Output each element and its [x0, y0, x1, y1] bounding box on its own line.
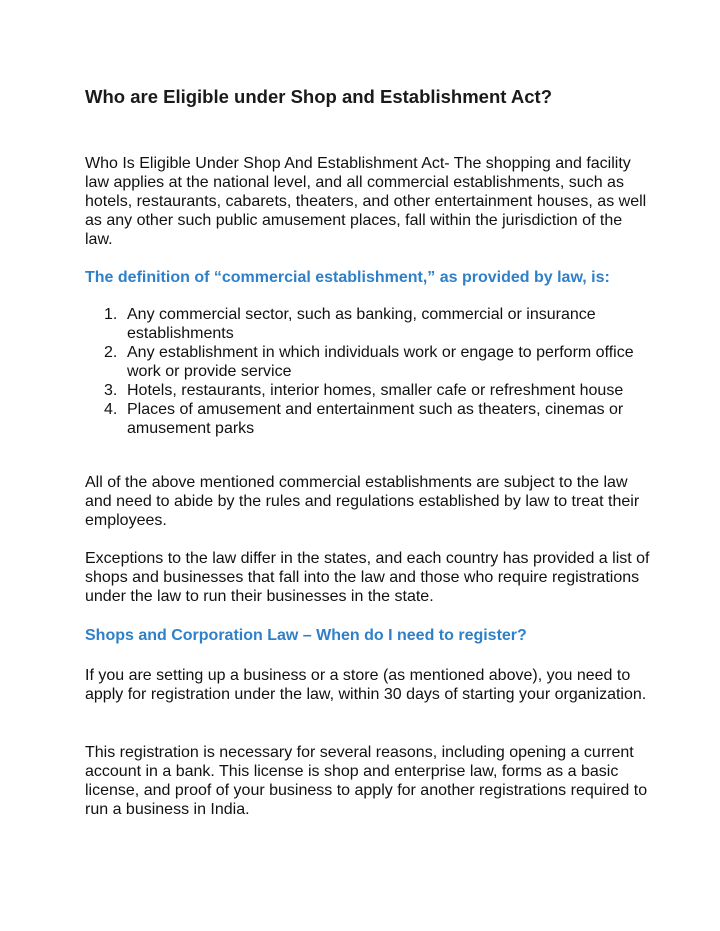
list-item-number: 3. — [104, 382, 118, 399]
intro-paragraph: Who Is Eligible Under Shop And Establishment Act- The shopping and facility law applies at the national level, and all commercial establishments, such as hotels, restaurants, cabarets, theaters, and other entertainment houses, as well as any other such public amusement places, fall within the jurisdiction of the law. — [85, 155, 647, 248]
register-heading: Shops and Corporation Law – When do I need to register? — [85, 627, 527, 644]
list-item — [85, 305, 650, 343]
list-item-text: Any establishment in which individuals work or engage to perform office work or provide service — [127, 344, 634, 380]
definition-list — [85, 305, 650, 438]
necessary-paragraph: This registration is necessary for several reasons, including opening a current account in a bank. This license is shop and enterprise law, forms as a basic license, and proof of your business to apply for another registrations required to run a business in India. — [85, 744, 648, 818]
exceptions-paragraph: Exceptions to the law differ in the states, and each country has provided a list of shops and businesses that fall into the law and those who require registrations under the law to run their businesses in the state. — [85, 550, 650, 605]
list-item-text: Places of amusement and entertainment such as theaters, cinemas or amusement parks — [127, 401, 624, 437]
list-item-number: 2. — [104, 344, 118, 361]
list-item-text: Any commercial sector, such as banking, commercial or insurance establishments — [127, 306, 596, 342]
list-item — [85, 381, 650, 400]
register-paragraph: If you are setting up a business or a store (as mentioned above), you need to apply for registration under the law, within 30 days of starting your organization. — [85, 667, 647, 703]
subject-paragraph: All of the above mentioned commercial establishments are subject to the law and need to abide by the rules and regulations established by law to treat their employees. — [85, 474, 640, 529]
list-item — [85, 343, 650, 381]
definition-heading: The definition of “commercial establishment,” as provided by law, is: — [85, 269, 610, 286]
list-item-text: Hotels, restaurants, interior homes, smaller cafe or refreshment house — [127, 382, 624, 399]
list-item-number: 1. — [104, 306, 118, 323]
page-title: Who are Eligible under Shop and Establishment Act? — [85, 86, 552, 107]
list-item-number: 4. — [104, 401, 118, 418]
list-item — [85, 400, 650, 438]
